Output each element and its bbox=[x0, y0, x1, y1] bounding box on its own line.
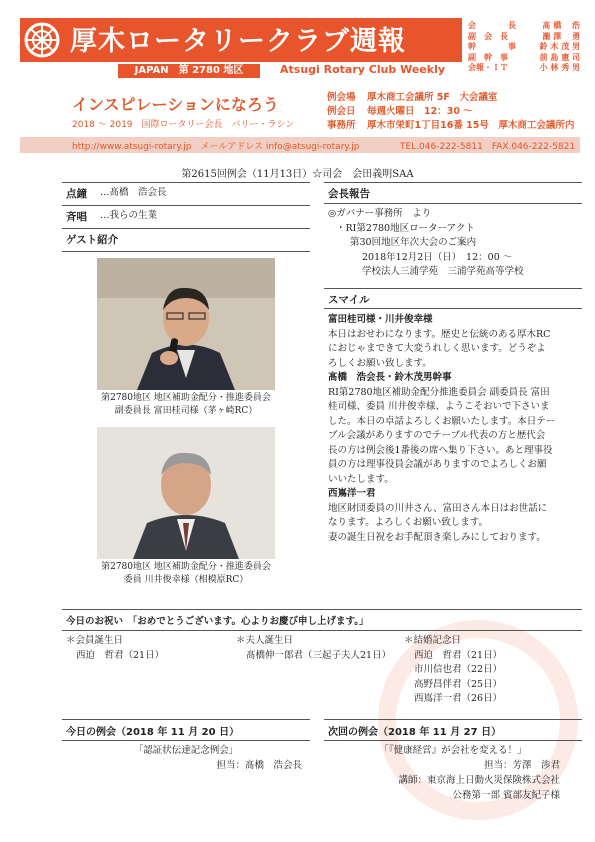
next-charge: 担当：芳澤 渉君 bbox=[483, 760, 560, 771]
next-meeting-title: 次回の例会（2018 年 11 月 27 日） bbox=[328, 727, 502, 738]
anniversaries: ＊結婚記念日 西迫 哲君（21日） 市川信也君（22日） 高野昌伴君（25日） 西嶌洋一君（26日） bbox=[404, 635, 503, 704]
divider bbox=[62, 630, 582, 631]
office-address: 厚木市栄町1丁目16番 15号 厚木商工会議所内 bbox=[367, 120, 575, 131]
officer-row: 副 会 長 瀧 澤 勇 bbox=[468, 31, 580, 41]
president-report: ◎ガバナー事務所 より ・RI第2780地区ローターアクト 第30回地区年次大会のご案内 2018年12月2日（日） 12：00 ～ 学校法人三浦学苑 三浦学苑高等学校 bbox=[328, 208, 524, 277]
meeting-place-label: 例会場 bbox=[327, 92, 356, 103]
meeting-info bbox=[327, 91, 587, 133]
smile-name: 髙橋 浩会長・鈴木茂男幹事 bbox=[328, 372, 452, 383]
meeting-day-label: 例会日 bbox=[327, 106, 356, 117]
officer-row: 会報・ＩＴ 小 林 秀 男 bbox=[468, 63, 580, 72]
bell-text: …髙橋 浩会長 bbox=[100, 187, 167, 198]
divider bbox=[62, 719, 310, 720]
smile-messages: 富田桂司様・川井俊幸様 本日はおせわになります。歴史と伝統のある厚木RC におじゃまできて大変うれしく思います。どうぞよ ろしくお願い致します。 髙橋 浩会長・鈴木茂男幹事 RI第2780地区補助金配分推進委員会 副委員長 富田 桂司様、委員 川井俊幸様、ようこそおいで下さいま した。本日の卓話よろしくお願いたします。本日テー ブル会議がありますのでテーブル代表の方と歴代会 長の方は例会後1番後の席へ集り下さい。あと理事役 員の方は理事役員会議がありますのでよろしくお願 いいたします。 西嶌洋一君 地区財団委員の川井さん、富田さん本日はお世話に なります。よろしくお願い致します。 妻の誕生日祝をお手配頂き楽しみにしております。 bbox=[328, 313, 584, 545]
guest-caption: 第2780地区 地区補助金配分・推進委員会 副委員長 富田桂司様（茅ヶ崎RC） bbox=[101, 393, 271, 416]
officers-list bbox=[468, 21, 580, 74]
guests-label: ゲスト紹介 bbox=[66, 234, 119, 246]
member-birthdays: ＊会員誕生日 西迫 哲君（21日） bbox=[66, 635, 165, 661]
today-meeting-title: 今日の例会（2018 年 11 月 20 日） bbox=[66, 727, 240, 738]
celebration-title: 今日のお祝い 「おめでとうございます。心よりお慶び申し上げます。」 bbox=[66, 616, 369, 627]
officer-row: 副 幹 事 前 島 憲 司 bbox=[468, 52, 580, 62]
divider bbox=[324, 203, 582, 204]
divider bbox=[62, 182, 310, 183]
divider bbox=[62, 251, 310, 252]
weekly-subtitle: Atsugi Rotary Club Weekly bbox=[280, 63, 446, 76]
rotary-wheel-logo bbox=[24, 22, 60, 58]
divider bbox=[324, 182, 582, 183]
theme-subtitle: 2018 ～ 2019 国際ロータリー会長 バリー・ラシン bbox=[72, 120, 295, 130]
guest-photo-kawai bbox=[97, 427, 275, 559]
phone-fax: TEL.046-222-5811 FAX.046-222-5821 bbox=[400, 142, 576, 152]
guest-photo-tomita bbox=[97, 258, 275, 390]
smile-name: 西嶌洋一君 bbox=[328, 488, 376, 499]
theme-title: インスピレーションになろう bbox=[72, 95, 279, 114]
officer-row: 会 長 髙 橋 浩 bbox=[468, 21, 580, 30]
smile-label: スマイル bbox=[328, 294, 370, 306]
meeting-number: 第2615回例会（11月13日）☆司会 会田義明SAA bbox=[181, 169, 414, 180]
divider bbox=[62, 740, 310, 741]
next-speaker: 講師：東京海上日動火災保険株式会社 公務第一部 賓部友紀子様 bbox=[398, 775, 560, 801]
website-email[interactable]: http://www.atsugi-rotary.jp メールアドレス info@atsugi-rotary.jp bbox=[72, 142, 360, 152]
divider bbox=[324, 719, 582, 720]
president-report-label: 会長報告 bbox=[328, 188, 370, 200]
meeting-place: 厚木商工会議所 5F 大会議室 bbox=[367, 92, 498, 103]
divider bbox=[324, 740, 582, 741]
song-label: 斉唱 bbox=[66, 211, 87, 223]
divider bbox=[62, 228, 310, 229]
today-charge: 担当：髙橋 浩会長 bbox=[216, 760, 302, 771]
newsletter-title: 厚木ロータリークラブ週報 bbox=[70, 26, 406, 57]
smile-name: 富田桂司様・川井俊幸様 bbox=[328, 314, 433, 325]
divider bbox=[62, 205, 310, 206]
next-topic: 「『健康経営』が会社を変える！」 bbox=[379, 745, 527, 756]
song-text: …我らの生業 bbox=[100, 210, 158, 221]
officer-row: 幹 事 鈴 木 茂 男 bbox=[468, 42, 580, 51]
guest-caption: 第2780地区 地区補助金配分・推進委員会 委員 川井俊幸様（相模原RC） bbox=[101, 562, 271, 585]
district-label: JAPAN 第 2780 地区 bbox=[118, 64, 260, 78]
bell-label: 点鐘 bbox=[66, 188, 87, 200]
divider bbox=[324, 288, 582, 289]
today-topic: 「認証状伝達記念例会」 bbox=[133, 745, 239, 756]
spouse-birthdays: ＊夫人誕生日 髙橋伸一郎君（三起子夫人21日） bbox=[236, 635, 392, 661]
meeting-day: 毎週火曜日 12：30 ～ bbox=[367, 106, 473, 117]
office-label: 事務所 bbox=[327, 120, 356, 131]
divider bbox=[324, 308, 582, 309]
divider bbox=[62, 609, 582, 610]
